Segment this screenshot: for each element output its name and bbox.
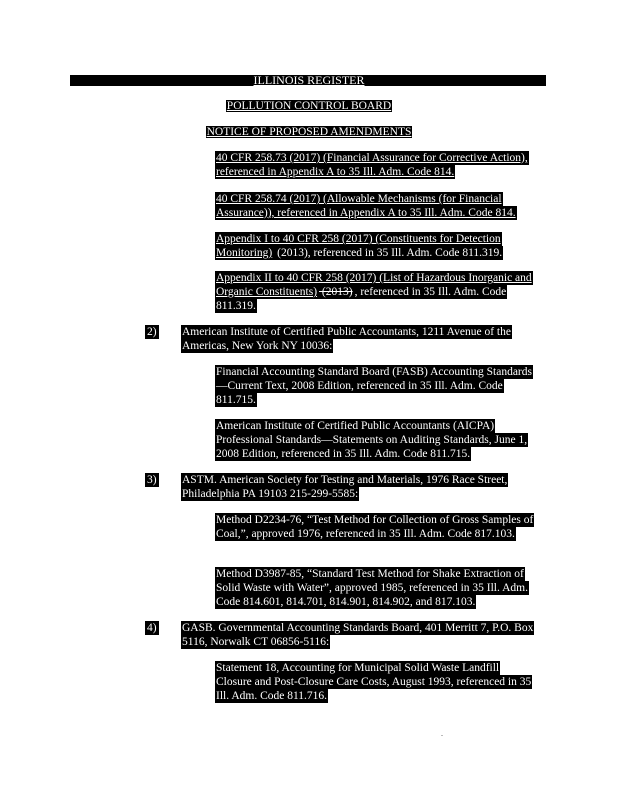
section-org-4: GASB. Governmental Accounting Standards Board, 401 Merritt 7, P.O. Box 5116, Norwalk CT 06856-5116: — [182, 622, 534, 648]
section-2-item-1: Financial Accounting Standard Board (FASB) Accounting Standards—Current Text, 2008 Edition, referenced in 35 Ill. Adm. Code 811.715. — [216, 366, 532, 406]
section-number-4: 4) — [147, 622, 157, 634]
section-org-3: ASTM. American Society for Testing and Materials, 1976 Race Street, Philadelphia PA 19103 215-299-5585: — [182, 474, 508, 500]
notice-heading: NOTICE OF PROPOSED AMENDMENTS — [206, 126, 412, 138]
section-org-2: American Institute of Certified Public Accountants, 1211 Avenue of the Americas, New York NY 10036: — [182, 326, 511, 352]
section-number-3: 3) — [147, 474, 157, 486]
entry-d: Appendix II to 40 CFR 258 (2017) (List of Hazardous Inorganic and Organic Constituents) (2013) , referenced in 35 Ill. Adm. Code 811.319. — [216, 272, 532, 312]
entry-c: Appendix I to 40 CFR 258 (2017) (Constituents for Detection Monitoring) (2013), referenced in 35 Ill. Adm. Code 811.319. — [216, 233, 503, 259]
register-title: ILLINOIS REGISTER — [253, 73, 365, 87]
section-4-item-1: Statement 18, Accounting for Municipal Solid Waste Landfill Closure and Post-Closure Care Costs, August 1993, referenced in 35 Ill. Adm. Code 811.716. — [216, 662, 532, 702]
agency-name: POLLUTION CONTROL BOARD — [226, 100, 392, 112]
scan-speck — [441, 735, 443, 736]
section-3-item-1: Method D2234-76, “Test Method for Collection of Gross Samples of Coal,”, approved 1976, referenced in 35 Ill. Adm. Code 817.103. — [216, 514, 534, 540]
section-2-item-2: American Institute of Certified Public Accountants (AICPA) Professional Standards—Statements on Auditing Standards, June 1, 2008 Edition, referenced in 35 Ill. Adm. Code 811.715. — [216, 420, 528, 460]
section-3-item-2: Method D3987-85, “Standard Test Method for Shake Extraction of Solid Waste with Water”, approved 1985, referenced in 35 Ill. Adm. Code 814.601, 814.701, 814.901, 814.902, and 817.103. — [216, 568, 528, 608]
entry-b: 40 CFR 258.74 (2017) (Allowable Mechanisms (for Financial Assurance)), referenced in Appendix A to 35 Ill. Adm. Code 814. — [216, 193, 516, 219]
entry-a: 40 CFR 258.73 (2017) (Financial Assurance for Corrective Action), referenced in Appendix A to 35 Ill. Adm. Code 814. — [216, 152, 528, 178]
section-number-2: 2) — [147, 326, 157, 338]
